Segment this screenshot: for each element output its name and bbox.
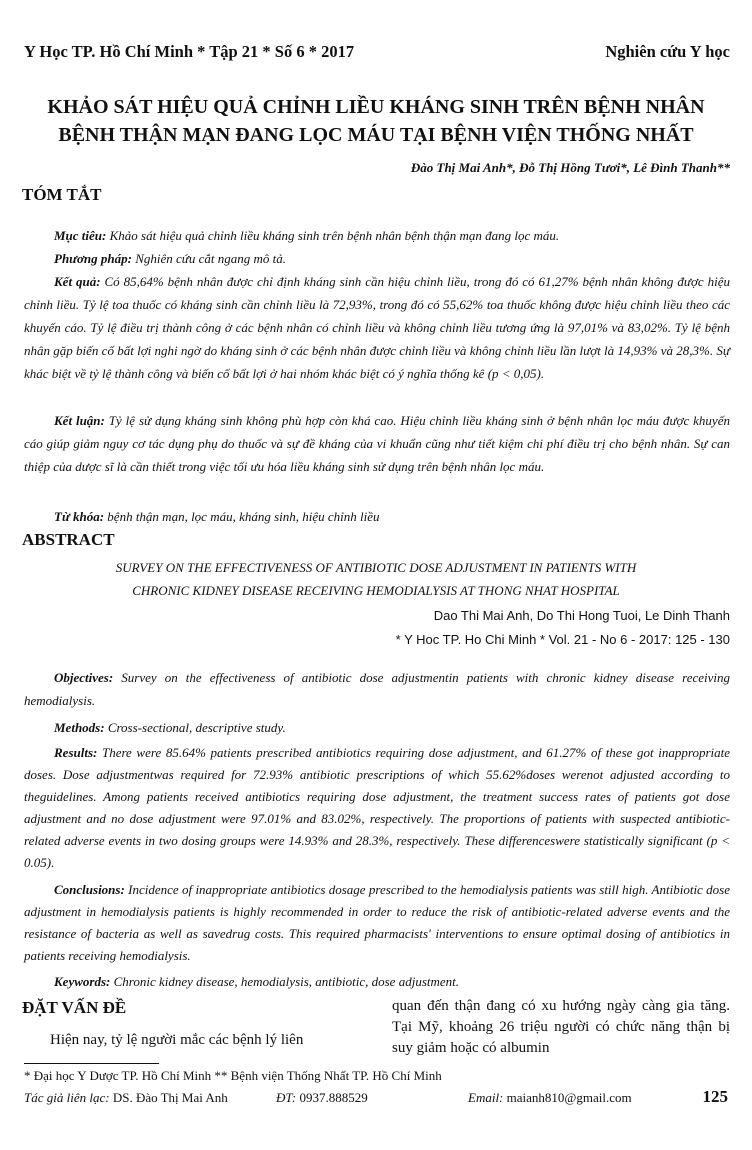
objectives-paragraph (24, 666, 730, 712)
label: Kết quả: (54, 274, 101, 289)
authors-en: Dao Thi Mai Anh, Do Thi Hong Tuoi, Le Dinh Thanh (433, 608, 730, 623)
title-line: BỆNH THẬN MẠN ĐANG LỌC MÁU TẠI BỆNH VIỆN THỐNG NHẤT (58, 124, 694, 146)
methods-paragraph (24, 716, 730, 739)
intro-right-column: quan đến thận đang có xu hướng ngày càng gia tăng. Tại Mỹ, khoảng 26 triệu người có chức năng thận bị suy giảm hoặc có albumin (392, 998, 730, 1056)
label: Email: (468, 1090, 504, 1105)
label: Từ khóa: (54, 509, 105, 524)
label: Kết luận: (54, 413, 105, 428)
text: bệnh thận mạn, lọc máu, kháng sinh, hiệu chỉnh liều (104, 509, 380, 524)
label: Results: (54, 745, 98, 760)
summary-heading: TÓM TẮT (22, 185, 102, 204)
text: Tỷ lệ sử dụng kháng sinh không phù hợp còn khá cao. Hiệu chỉnh liều kháng sinh ở bệnh nhân lọc máu được khuyến cáo giúp giảm nguy cơ tác dụng phụ do thuốc và sự đề kháng của vi khuẩn cũng như tiết kiệm chi phí điều trị cho bệnh nhân. Sự can thiệp của dược sĩ là cần thiết trong việc tối ưu hóa liều kháng sinh sử dụng trên bệnh nhân lọc máu. (24, 413, 730, 474)
contact-author (24, 1090, 228, 1106)
text: Nghiên cứu cắt ngang mô tả. (131, 251, 287, 266)
result-paragraph (24, 270, 730, 385)
abstract-title (20, 556, 732, 602)
label: Methods: (54, 720, 105, 735)
label: Objectives: (54, 670, 114, 685)
objective-paragraph (24, 224, 730, 247)
method-paragraph (24, 247, 730, 270)
page-number: 125 (702, 1087, 728, 1106)
keywords-en (24, 970, 730, 993)
label: Tác giả liên lạc: (24, 1090, 110, 1105)
conclusions-paragraph (24, 879, 730, 967)
text: Chronic kidney disease, hemodialysis, antibiotic, dose adjustment. (110, 974, 460, 989)
affiliations: * Đại học Y Dược TP. Hồ Chí Minh ** Bệnh viện Thống Nhất TP. Hồ Chí Minh (24, 1068, 442, 1083)
authors-vi: Đào Thị Mai Anh*, Đỗ Thị Hồng Tươi*, Lê Đình Thanh** (410, 160, 730, 175)
conclusion-paragraph (24, 409, 730, 478)
label: Phương pháp: (54, 251, 132, 266)
text: 0937.888529 (296, 1090, 368, 1105)
keywords-vi (24, 505, 730, 528)
article-title (20, 93, 732, 149)
journal-header: Y Học TP. Hồ Chí Minh * Tập 21 * Số 6 * 2017 (24, 42, 355, 61)
text: Cross-sectional, descriptive study. (104, 720, 286, 735)
email (468, 1090, 632, 1106)
intro-heading: ĐẶT VẤN ĐỀ (22, 998, 127, 1017)
abstract-heading: ABSTRACT (22, 530, 115, 549)
section-header: Nghiên cứu Y học (605, 42, 730, 61)
label: Mục tiêu: (54, 228, 107, 243)
text: DS. Đào Thị Mai Anh (109, 1090, 228, 1105)
title-line: CHRONIC KIDNEY DISEASE RECEIVING HEMODIALYSIS AT THONG NHAT HOSPITAL (132, 583, 620, 598)
text: There were 85.64% patients prescribed antibiotics requiring dose adjustment, and 61.27% of these got inappropriate doses. Dose adjustmentwas required for 72.93% antibiotic prescriptions of which 55.62%doses werenot adjusted according to theguidelines. Among patients received antibiotics requiring dose adjustment, the treatment success rates of patients got dose adjustment and no dose adjustment were 97.01% and 83.02%, respectively. The proportions of patients with suspected antibiotic-related adverse events in two dosing groups were 14.93% and 28.3%, respectively. These differenceswere statistically significant (p < 0.05). (24, 745, 730, 870)
results-paragraph (24, 742, 730, 874)
label: Conclusions: (54, 882, 125, 897)
label: ĐT: (276, 1090, 297, 1105)
text: Khảo sát hiệu quả chỉnh liều kháng sinh trên bệnh nhân bệnh thận mạn đang lọc máu. (106, 228, 560, 243)
title-line: KHẢO SÁT HIỆU QUẢ CHỈNH LIỀU KHÁNG SINH TRÊN BỆNH NHÂN (47, 96, 705, 118)
text: Incidence of inappropriate antibiotics dosage prescribed to the hemodialysis patients was still high. Antibiotic dose adjustment in hemodialysis patients is highly recommended in order to reduce the risk of antibiotic-related adverse events and the resistance of bacteria as well as savedrug costs. This required pharmacists' interventions to ensure optimal dosing of antibiotics in patients receiving hemodialysis. (24, 882, 730, 963)
phone (276, 1090, 368, 1106)
title-line: SURVEY ON THE EFFECTIVENESS OF ANTIBIOTIC DOSE ADJUSTMENT IN PATIENTS WITH (115, 560, 637, 575)
text: maianh810@gmail.com (503, 1090, 632, 1105)
text: Survey on the effectiveness of antibiotic dose adjustmentin patients with chronic kidney disease receiving hemodialysis. (24, 670, 730, 708)
text: Có 85,64% bệnh nhân được chỉ định kháng sinh cần hiệu chỉnh liều, trong đó có 61,27% bệnh nhân không được hiệu chỉnh liều. Tỷ lệ toa thuốc có kháng sinh cần chỉnh liều là 72,93%, trong đó có 55,62% toa thuốc không được hiệu chỉnh liều theo các khuyến cáo. Tỷ lệ điều trị thành công ở các bệnh nhân có chỉnh liều và không chỉnh liều tương ứng là 97,01% và 83,02%. Tỷ lệ bệnh nhân gặp biến cố bất lợi nghi ngờ do kháng sinh ở các bệnh nhân được chỉnh liều và không chỉnh liều lần lượt là 14,93% và 28,3%. Sự khác biệt về tỷ lệ thành công và biến cố bất lợi ở hai nhóm khác biệt có ý nghĩa thống kê (p < 0,05). (24, 274, 730, 381)
footnote-divider (24, 1063, 159, 1064)
citation: * Y Hoc TP. Ho Chi Minh * Vol. 21 - No 6 - 2017: 125 - 130 (395, 632, 730, 647)
intro-left-column: Hiện nay, tỷ lệ người mắc các bệnh lý liên (50, 1032, 304, 1048)
label: Keywords: (54, 974, 111, 989)
